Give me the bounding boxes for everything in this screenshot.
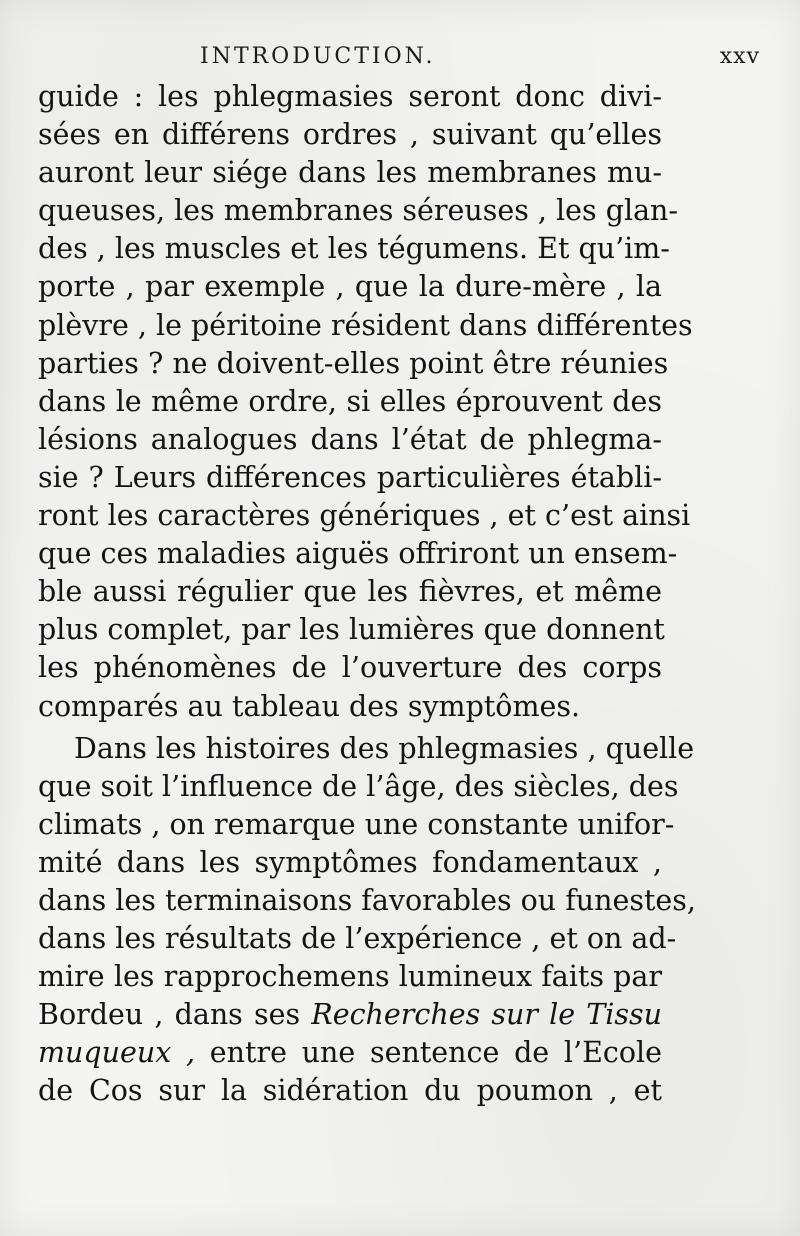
body-text xyxy=(38,78,696,1111)
text-line: de Cos sur la sidération du poumon , et xyxy=(38,1074,662,1108)
text-line: dans les terminaisons favorables ou funestes, xyxy=(38,883,696,917)
text-line: que soit l’influence de l’âge, des siècles, des xyxy=(38,769,679,803)
text-line: parties ? ne doivent-elles point être réunies xyxy=(38,346,669,380)
text-line: dans le même ordre, si elles éprouvent des xyxy=(38,384,662,418)
text-line: plèvre , le péritoine résident dans différentes xyxy=(38,308,693,342)
text-line: que ces maladies aiguës offriront un ensem- xyxy=(38,537,678,571)
text-segment: entre une sentence de l’Ecole xyxy=(195,1036,662,1070)
text-line: climats , on remarque une constante unifor- xyxy=(38,807,675,841)
page-number: xxv xyxy=(719,44,760,69)
text-line: auront leur siége dans les membranes mu- xyxy=(38,156,662,190)
text-line: lésions analogues dans l’état de phlegma- xyxy=(38,422,662,456)
text-line: ront les caractères génériques , et c’est ainsi xyxy=(38,499,691,533)
text-line: sées en différens ordres , suivant qu’elles xyxy=(38,118,662,152)
text-line: les phénomènes de l’ouverture des corps xyxy=(38,651,662,685)
text-line: comparés au tableau des symptômes. xyxy=(38,689,581,723)
text-line: queuses, les membranes séreuses , les glan- xyxy=(38,194,679,228)
text-line xyxy=(38,1034,662,1072)
text-segment: Bordeu , dans ses xyxy=(38,998,312,1032)
text-line: guide : les phlegmasies seront donc divi- xyxy=(38,80,662,113)
italic-title: muqueux , xyxy=(38,1036,196,1070)
text-line: dans les résultats de l’expérience , et on ad- xyxy=(38,922,677,956)
text-line: ble aussi régulier que les fièvres, et même xyxy=(38,575,662,609)
text-line xyxy=(38,996,662,1034)
paragraph-1 xyxy=(38,78,693,726)
text-line: sie ? Leurs différences particulières établi- xyxy=(38,460,662,494)
text-line: mité dans les symptômes fondamentaux , xyxy=(38,845,662,879)
paragraph-2 xyxy=(38,730,696,1111)
text-line: plus complet, par les lumières que donnent xyxy=(38,613,665,647)
running-head: INTRODUCTION. xyxy=(200,44,436,69)
page-header xyxy=(0,40,800,80)
italic-title: Recherches sur le Tissu xyxy=(311,998,663,1032)
text-line: porte , par exemple , que la dure-mère , la xyxy=(38,270,662,304)
text-line: Dans les histoires des phlegmasies , quelle xyxy=(74,731,695,765)
text-line: des , les muscles et les tégumens. Et qu’im- xyxy=(38,232,670,266)
text-line: mire les rapprochemens lumineux faits par xyxy=(38,960,662,994)
